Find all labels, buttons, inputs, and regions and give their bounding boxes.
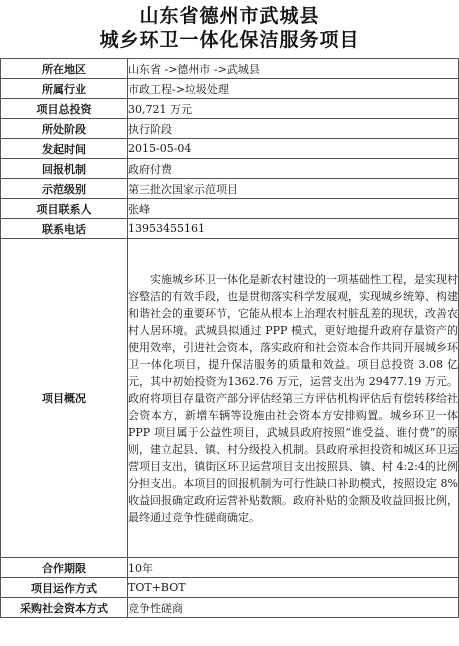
row-label-cooperation-period: 合作期限 xyxy=(1,558,128,578)
table-row xyxy=(1,119,459,139)
row-label-stage: 所处阶段 xyxy=(1,119,128,139)
table-row xyxy=(1,159,459,179)
row-label-procurement-method: 采购社会资本方式 xyxy=(1,598,128,618)
table-row xyxy=(1,219,459,239)
document-title xyxy=(0,0,459,58)
table-row xyxy=(1,139,459,159)
table-row xyxy=(1,578,459,598)
row-label-industry: 所属行业 xyxy=(1,79,128,99)
table-row xyxy=(1,99,459,119)
row-label-region: 所在地区 xyxy=(1,59,128,79)
row-value-region: 山东省 ->德州市 ->武城县 xyxy=(128,59,459,79)
row-value-overview: 实施城乡环卫一体化是新农村建设的一项基础性工程，是实现村容整洁的有效手段，也是贯彻落实科学发展观，实现城乡统筹、构建和谐社会的重要环节，它能从根本上治理农村脏乱差的现状，改善农村人居环境。武城县拟通过 PPP 模式，更好地提升政府存量资产的使用效率，引进社会资本，落实政府和社会资本合作共同开展城乡环卫一体化项目，提升保洁服务的质量和效益。项目总投资 3.08 亿元，其中初始投资为1362.76 万元，运营支出为 29477.19 万元。政府将项目存量资产部分评估经第三方评估机构评估后有偿转移给社会资本方，新增车辆等设施由社会资本方安排购置。城乡环卫一体 PPP 项目属于公益性项目，武城县政府按照“谁受益、谁付费”的原则，建立起县、镇、村分级投入机制。县政府承担投资和城区环卫运营项目支出，镇街区环卫运营项目支出按照县、镇、村 4:2:4的比例分担支出。本项目的回报机制为可行性缺口补助模式，按照设定 8%收益回报确定政府运营补贴数额。政府补贴的金额及收益回报比例，最终通过竞争性磋商确定。 xyxy=(128,239,459,558)
table-row xyxy=(1,558,459,578)
row-value-procurement-method: 竞争性磋商 xyxy=(128,598,459,618)
row-value-stage: 执行阶段 xyxy=(128,119,459,139)
row-label-demo-level: 示范级别 xyxy=(1,179,128,199)
row-value-contact: 张峰 xyxy=(128,199,459,219)
row-value-demo-level: 第三批次国家示范项目 xyxy=(128,179,459,199)
table-row xyxy=(1,59,459,79)
row-value-total-investment: 30,721 万元 xyxy=(128,99,459,119)
table-row xyxy=(1,79,459,99)
title-line-1: 山东省德州市武城县 xyxy=(139,5,320,27)
table-row xyxy=(1,199,459,219)
table-row xyxy=(1,179,459,199)
row-value-start-date: 2015-05-04 xyxy=(128,139,459,159)
row-value-industry: 市政工程->垃圾处理 xyxy=(128,79,459,99)
project-info-table xyxy=(0,58,459,618)
row-label-overview: 项目概况 xyxy=(1,239,128,558)
table-row xyxy=(1,598,459,618)
row-label-return-mechanism: 回报机制 xyxy=(1,159,128,179)
row-value-phone: 13953455161 xyxy=(128,219,459,239)
row-value-cooperation-period: 10年 xyxy=(128,558,459,578)
title-line-2: 城乡环卫一体化保洁服务项目 xyxy=(99,29,360,51)
row-value-return-mechanism: 政府付费 xyxy=(128,159,459,179)
row-label-operation-mode: 项目运作方式 xyxy=(1,578,128,598)
row-value-operation-mode: TOT+BOT xyxy=(128,578,459,598)
row-label-start-date: 发起时间 xyxy=(1,139,128,159)
row-label-contact: 项目联系人 xyxy=(1,199,128,219)
row-label-total-investment: 项目总投资 xyxy=(1,99,128,119)
table-row-overview xyxy=(1,239,459,558)
row-label-phone: 联系电话 xyxy=(1,219,128,239)
